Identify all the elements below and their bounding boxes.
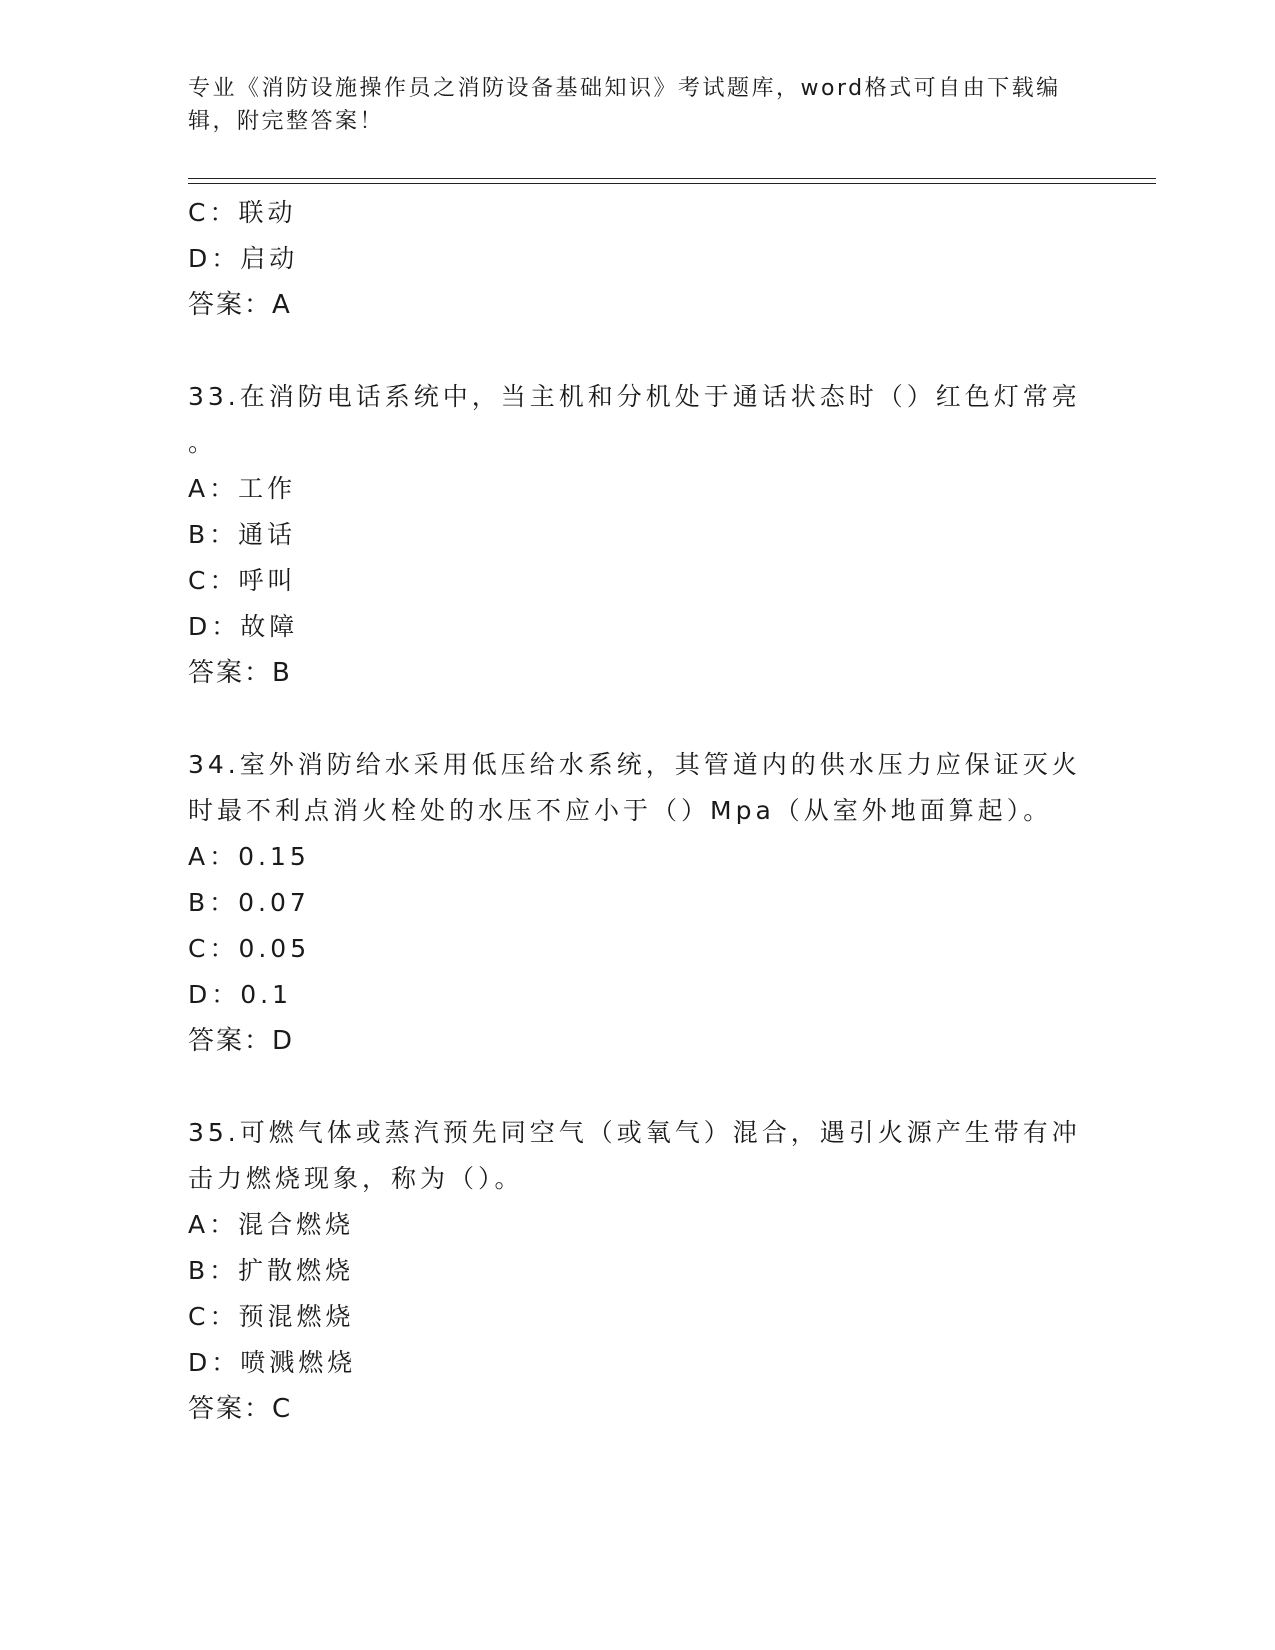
answer-label: 答案：B xyxy=(188,658,292,688)
option-d: D：故障 xyxy=(188,612,299,641)
spacer xyxy=(188,328,1088,374)
option-d: D：0.1 xyxy=(188,980,293,1009)
question-list xyxy=(188,190,1088,1432)
question-35 xyxy=(188,1110,1088,1432)
header-rule-bottom xyxy=(188,183,1156,184)
spacer xyxy=(188,696,1088,742)
question-text-line-2: 。 xyxy=(188,428,218,457)
spacer xyxy=(188,1064,1088,1110)
option-a: A：工作 xyxy=(188,474,297,503)
question-34 xyxy=(188,742,1088,1064)
question-32-tail xyxy=(188,190,1088,328)
question-text-line-1: 34.室外消防给水采用低压给水系统，其管道内的供水压力应保证灭火 xyxy=(188,750,1081,779)
question-text-line-1: 35.可燃气体或蒸汽预先同空气（或氧气）混合，遇引火源产生带有冲 xyxy=(188,1118,1081,1147)
option-d: D：启动 xyxy=(188,244,299,273)
header-rule-top xyxy=(188,178,1156,179)
option-c: C：0.05 xyxy=(188,934,311,963)
header-line-1: 专业《消防设施操作员之消防设备基础知识》考试题库，word格式可自由下载编 xyxy=(188,76,1061,101)
question-33 xyxy=(188,374,1088,696)
option-c: C：预混燃烧 xyxy=(188,1302,355,1331)
document-header xyxy=(188,72,1068,138)
option-c: C：联动 xyxy=(188,198,297,227)
answer-label: 答案：A xyxy=(188,290,292,320)
option-d: D：喷溅燃烧 xyxy=(188,1348,357,1377)
question-text-line-1: 33.在消防电话系统中，当主机和分机处于通话状态时（）红色灯常亮 xyxy=(188,382,1081,411)
header-line-2: 辑，附完整答案！ xyxy=(188,109,385,134)
question-text-line-2: 击力燃烧现象，称为（）。 xyxy=(188,1164,524,1193)
option-b: B：通话 xyxy=(188,520,297,549)
option-a: A：0.15 xyxy=(188,842,310,871)
option-b: B：扩散燃烧 xyxy=(188,1256,355,1285)
question-text-line-2: 时最不利点消火栓处的水压不应小于（）Mpa（从室外地面算起）。 xyxy=(188,796,1053,825)
option-a: A：混合燃烧 xyxy=(188,1210,355,1239)
answer-label: 答案：D xyxy=(188,1026,295,1056)
answer-label: 答案：C xyxy=(188,1394,293,1424)
option-c: C：呼叫 xyxy=(188,566,297,595)
option-b: B：0.07 xyxy=(188,888,310,917)
